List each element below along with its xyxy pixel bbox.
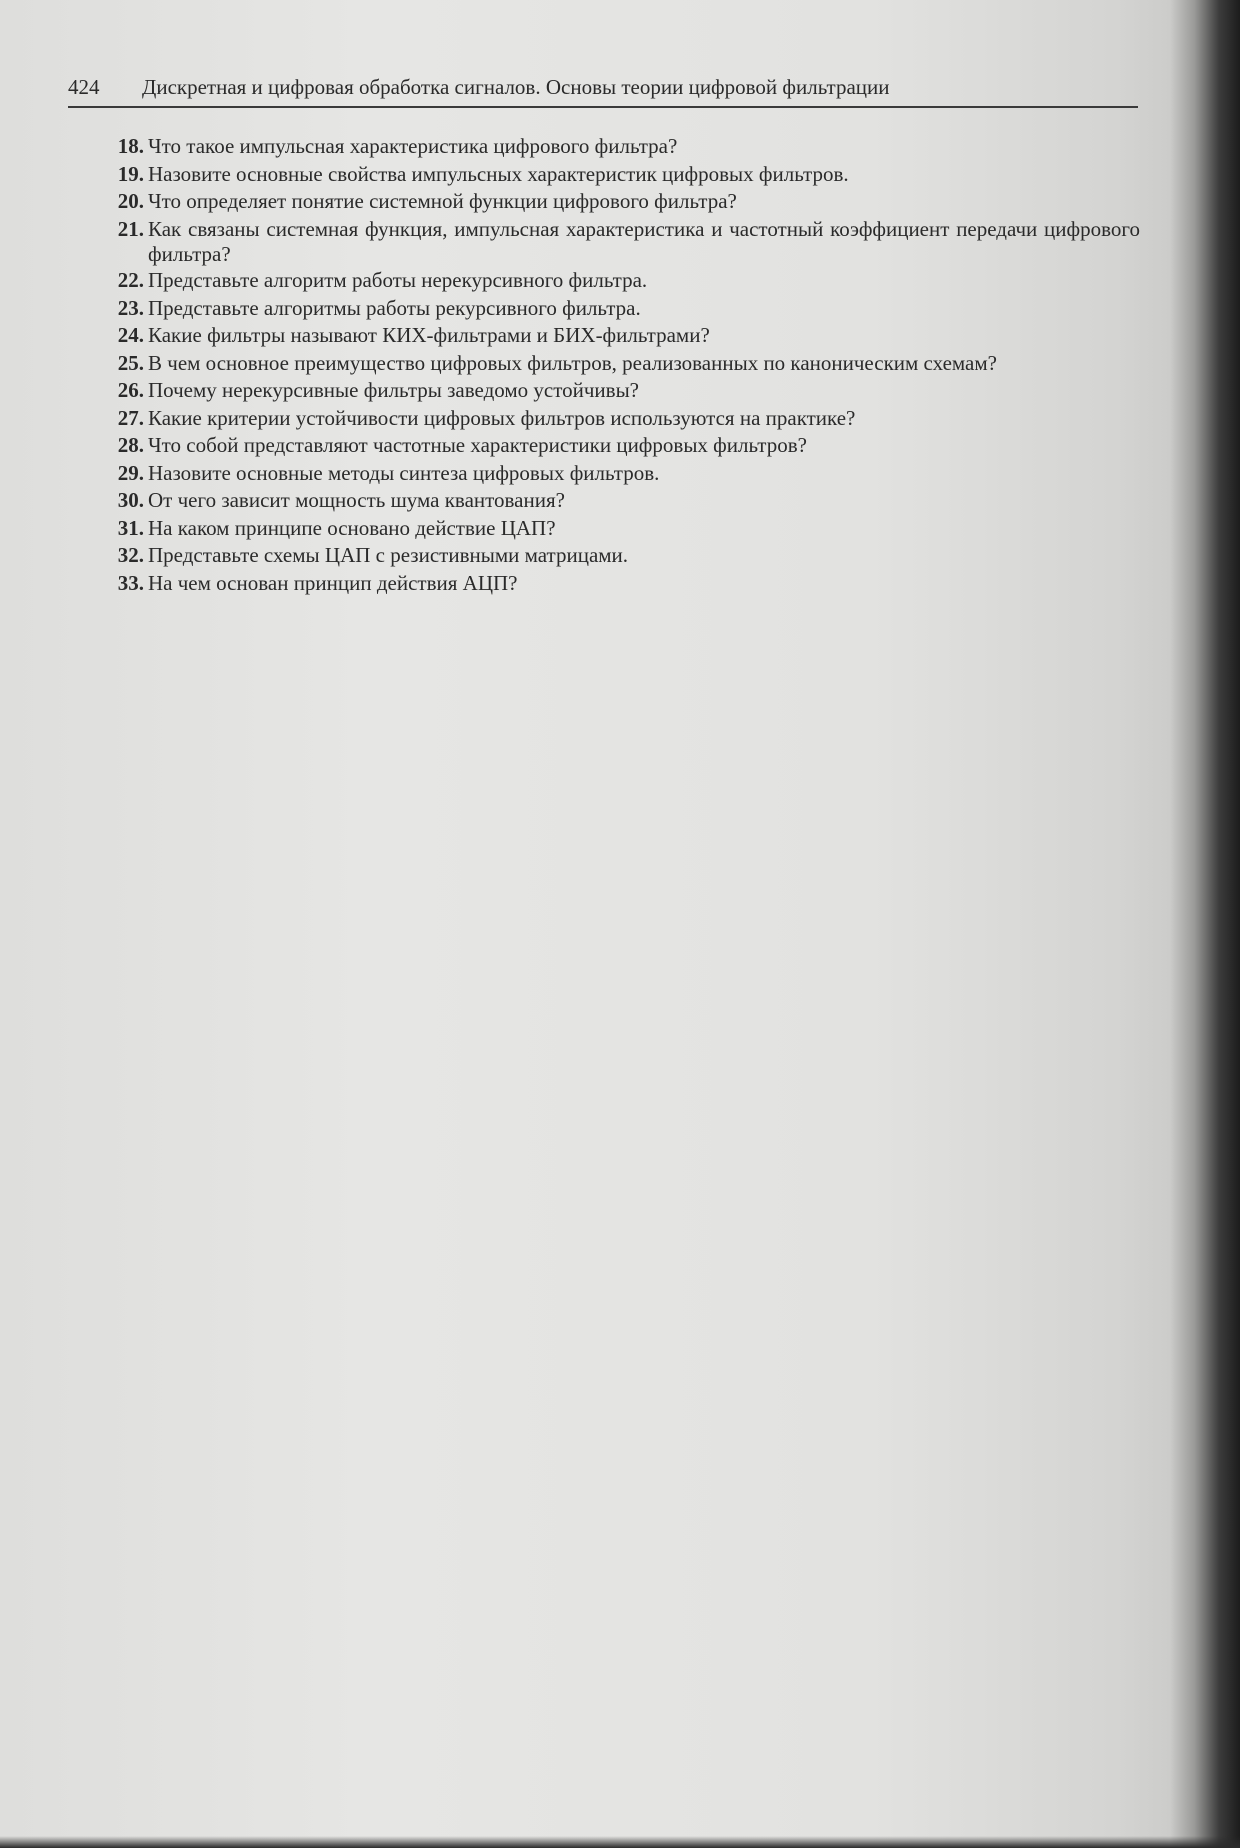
running-title: Дискретная и цифровая обработка сигналов. Основы теории цифровой фильтрации: [142, 75, 890, 99]
question-number: 25.: [117, 350, 144, 375]
question-text: Какие фильтры называют КИХ-фильтрами и БИХ-фильтрами?: [148, 323, 710, 347]
question-text: Как связаны системная функция, импульсная характеристика и частотный коэффициент передачи цифрового фильтра?: [148, 216, 1140, 266]
question-number: 18.: [117, 134, 144, 158]
question-text: Назовите основные свойства импульсных характеристик цифровых фильтров.: [148, 161, 849, 186]
question-text: Что собой представляют частотные характеристики цифровых фильтров?: [148, 433, 807, 457]
review-questions-list: [100, 134, 1140, 598]
question-text: Представьте схемы ЦАП с резистивными матрицами.: [148, 543, 629, 567]
question-item: [100, 268, 1140, 294]
question-number: 29.: [117, 460, 144, 485]
question-number: 26.: [117, 378, 144, 402]
page-number: 424: [68, 75, 100, 99]
question-number: 30.: [117, 488, 144, 512]
question-item: [100, 543, 1140, 569]
question-number: 19.: [117, 161, 144, 186]
question-number: 24.: [117, 323, 144, 347]
question-text: От чего зависит мощность шума квантования?: [148, 488, 565, 512]
question-number: 20.: [117, 189, 144, 213]
question-number: 22.: [117, 268, 144, 292]
question-number: 33.: [117, 570, 144, 595]
question-item: [100, 217, 1140, 267]
question-item: [100, 351, 1140, 377]
question-item: [100, 433, 1140, 459]
question-text: Почему нерекурсивные фильтры заведомо устойчивы?: [148, 378, 639, 402]
question-text: На чем основан принцип действия АЦП?: [148, 570, 518, 595]
question-text: Представьте алгоритмы работы рекурсивного фильтра.: [148, 295, 641, 320]
question-number: 23.: [117, 295, 144, 320]
question-item: [100, 296, 1140, 322]
question-number: 31.: [117, 515, 144, 540]
question-item: [100, 516, 1140, 542]
question-number: 28.: [117, 433, 144, 457]
question-text: Что такое импульсная характеристика цифрового фильтра?: [148, 134, 678, 158]
page-header: [68, 70, 1138, 108]
question-item: [100, 488, 1140, 514]
question-number: 21.: [117, 216, 144, 241]
question-item: [100, 189, 1140, 215]
question-item: [100, 323, 1140, 349]
question-text: Назовите основные методы синтеза цифровых фильтров.: [148, 460, 660, 485]
question-text: Что определяет понятие системной функции цифрового фильтра?: [148, 189, 737, 213]
question-text: В чем основное преимущество цифровых фильтров, реализованных по каноническим схемам?: [148, 350, 997, 375]
question-item: [100, 406, 1140, 432]
book-spine-shadow: [1170, 0, 1240, 1848]
question-text: На каком принципе основано действие ЦАП?: [148, 515, 556, 540]
question-number: 32.: [117, 543, 144, 567]
question-number: 27.: [117, 405, 144, 430]
scan-bottom-edge: [0, 1836, 1240, 1848]
question-text: Представьте алгоритм работы нерекурсивного фильтра.: [148, 268, 648, 292]
question-item: [100, 461, 1140, 487]
question-item: [100, 162, 1140, 188]
question-text: Какие критерии устойчивости цифровых фильтров используются на практике?: [148, 405, 856, 430]
question-item: [100, 134, 1140, 160]
question-item: [100, 378, 1140, 404]
question-item: [100, 571, 1140, 597]
